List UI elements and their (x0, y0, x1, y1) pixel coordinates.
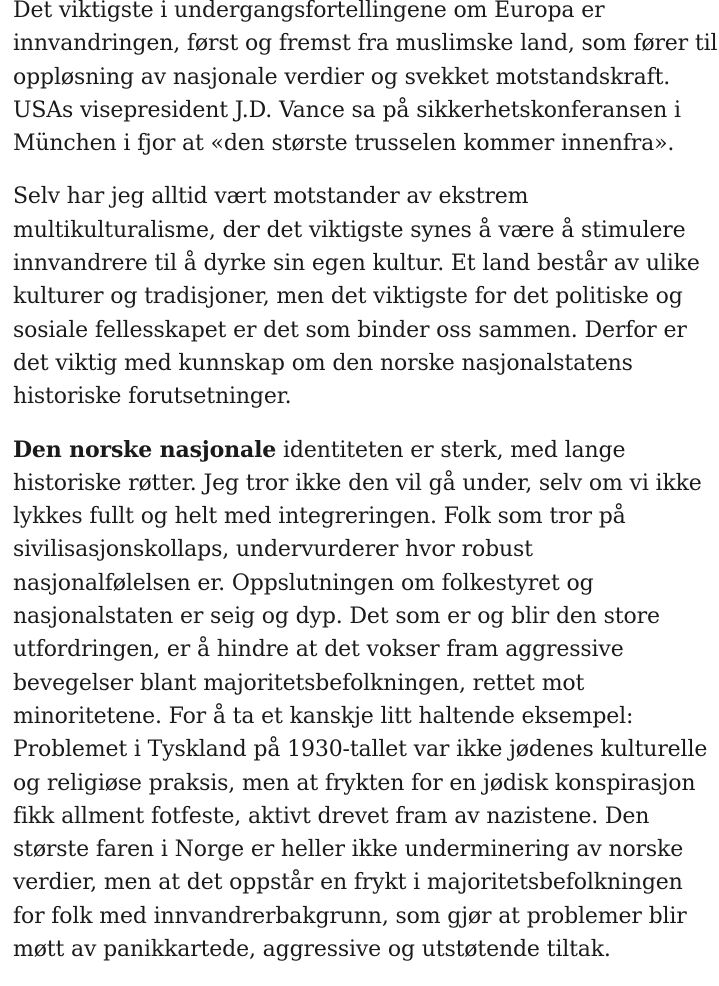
text-line (13, 434, 711, 467)
text-line: oppløsning av nasjonale verdier og svekket motstandskraft. (13, 64, 671, 90)
text-line: Problemet i Tyskland på 1930-tallet var ikke jødenes kulturelle (13, 737, 708, 763)
text-line: det viktig med kunnskap om den norske nasjonalstatens (13, 350, 633, 376)
paragraph-2 (13, 180, 711, 413)
text-line: og religiøse praksis, men at frykten for en jødisk konspirasjon (13, 770, 696, 796)
text-line: historiske forutsetninger. (13, 384, 292, 410)
lead-line-rest: identiteten er sterk, med lange (276, 437, 626, 463)
text-line: utfordringen, er å hindre at det vokser fram aggressive (13, 637, 624, 663)
text-line: nasjonalfølelsen er. Oppslutningen om folkestyret og (13, 570, 594, 596)
text-line: Det viktigste i undergangsfortellingene om Europa er (13, 0, 605, 23)
text-line: kulturer og tradisjoner, men det viktigste for det politiske og (13, 284, 683, 310)
paragraph-lead: Den norske nasjonale (13, 436, 277, 463)
text-line: for folk med innvandrerbakgrunn, som gjør at problemer blir (13, 903, 687, 929)
text-line: minoritetene. For å ta et kanskje litt haltende eksempel: (13, 703, 634, 729)
paragraph-3 (13, 434, 711, 967)
text-line: Selv har jeg alltid vært motstander av ekstrem (13, 184, 529, 210)
text-line: verdier, men at det oppstår en frykt i majoritetsbefolkningen (13, 870, 683, 896)
text-line: USAs visepresident J.D. Vance sa på sikkerhetskonferansen i (13, 97, 681, 123)
text-line: multikulturalisme, der det viktigste synes å være å stimulere (13, 217, 686, 243)
text-line: bevegelser blant majoritetsbefolkningen, rettet mot (13, 670, 585, 696)
text-line: største faren i Norge er heller ikke underminering av norske (13, 837, 684, 863)
text-line: lykkes fullt og helt med integreringen. Folk som tror på (13, 504, 626, 530)
text-line: møtt av panikkartede, aggressive og utstøtende tiltak. (13, 937, 611, 963)
text-line: innvandringen, først og fremst fra muslimske land, som fører til (13, 31, 718, 57)
text-line: nasjonalstaten er seig og dyp. Det som er og blir den store (13, 604, 660, 630)
text-line: innvandrere til å dyrke sin egen kultur. Et land består av ulike (13, 251, 700, 277)
paragraph-1 (13, 0, 718, 160)
text-line: sivilisasjonskollaps, undervurderer hvor robust (13, 537, 533, 563)
text-line: sosiale fellesskapet er det som binder oss sammen. Derfor er (13, 317, 687, 343)
text-line: München i fjor at «den største trusselen kommer innenfra». (13, 131, 675, 157)
text-line: historiske røtter. Jeg tror ikke den vil gå under, selv om vi ikke (13, 470, 702, 496)
text-line: fikk allment fotfeste, aktivt drevet fram av nazistene. Den (13, 803, 650, 829)
